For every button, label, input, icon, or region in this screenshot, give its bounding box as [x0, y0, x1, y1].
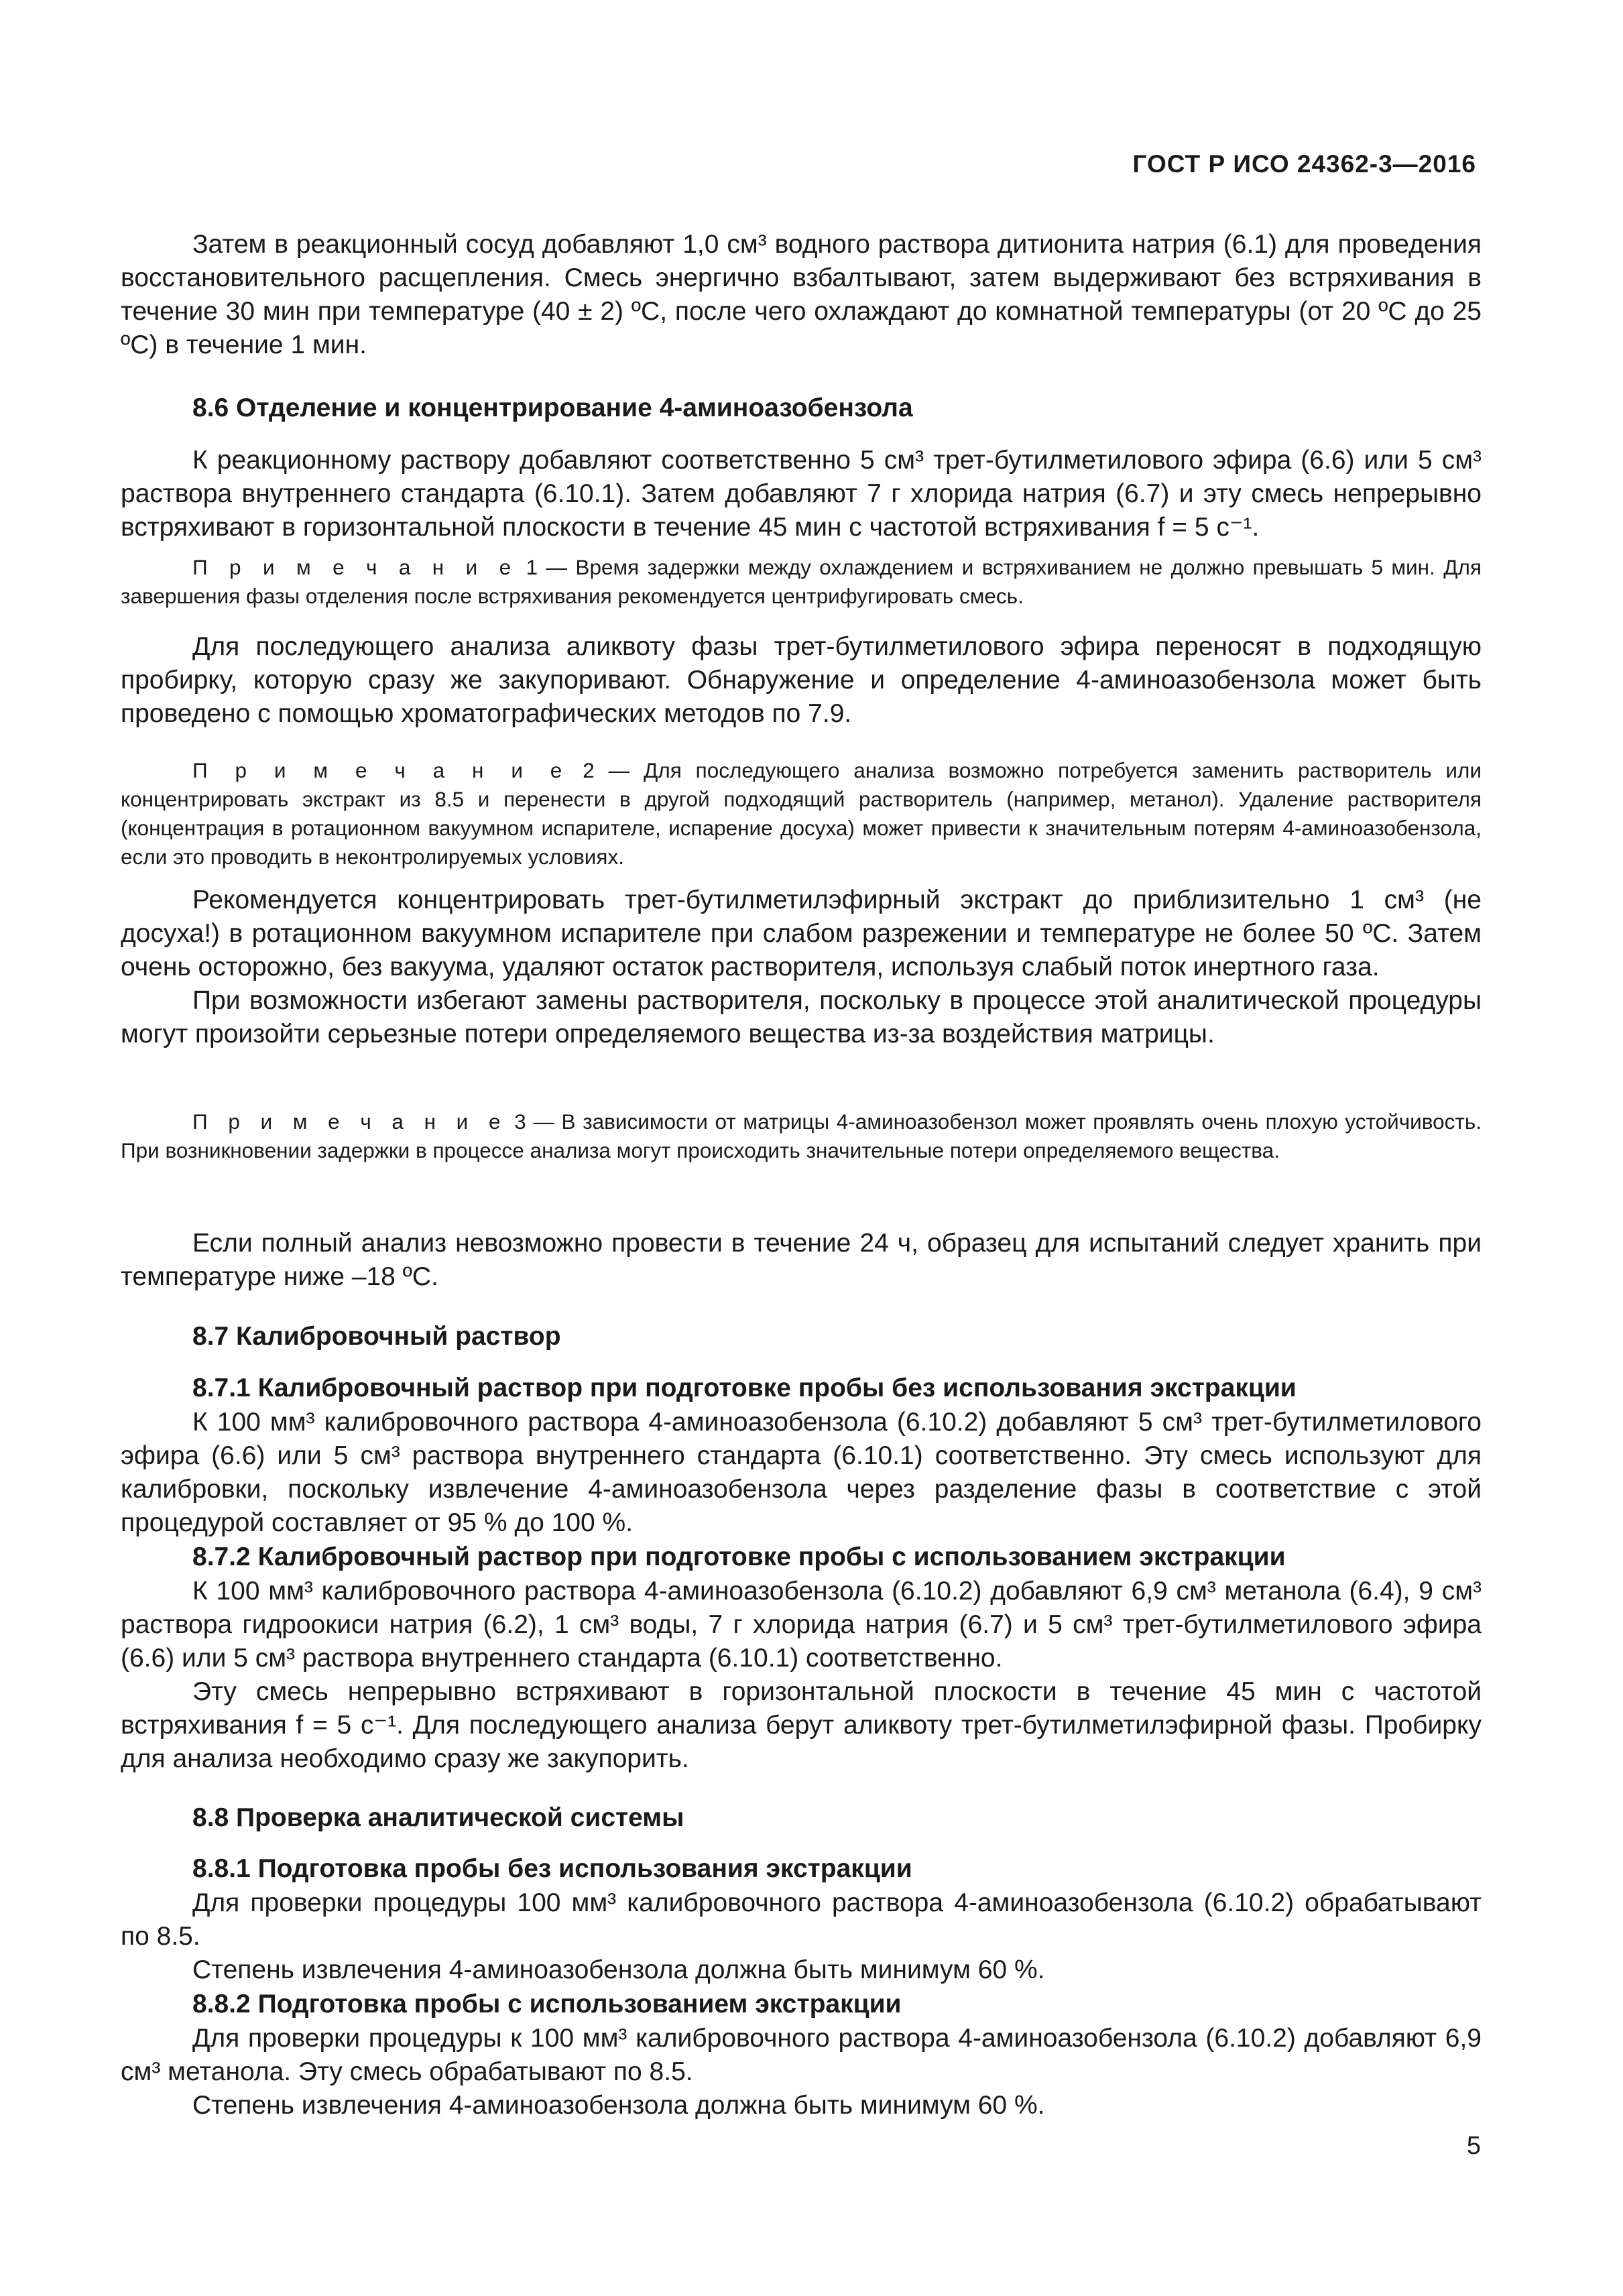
note-body: 1 — Время задержки между охлаждением и встряхиванием не должно превышать 5 мин. Для завершения фазы отделения после встряхивания рекомендуется центрифугировать смесь. — [121, 555, 1482, 608]
paragraph-storage — [121, 1227, 1482, 1294]
paragraph-text: Степень извлечения 4-аминоазобензола должна быть минимум 60 %. — [192, 2091, 1045, 2120]
note-body: 3 — В зависимости от матрицы 4-аминоазобензол может проявлять очень плохую устойчивость. При возникновении задержки в процессе анализа могут происходить значительные потери определяемого вещества. — [121, 1109, 1482, 1162]
paragraph-text: При возможности избегают замены растворителя, поскольку в процессе этой аналитической процедуры могут произойти серьезные потери определяемого вещества из-за воздействия матрицы. — [121, 986, 1482, 1048]
note-2 — [121, 756, 1482, 871]
heading-text: 8.7 Калибровочный раствор — [192, 1322, 561, 1351]
paragraph-text: К 100 мм³ калибровочного раствора 4-аминоазобензола (6.10.2) добавляют 5 см³ трет-бутилметилового эфира (6.6) или 5 см³ раствора внутреннего стандарта (6.10.1) соответственно. Эту смесь используют для калибровки, поскольку извлечение 4-аминоазобензола через разделение фазы в соответствие с этой процедурой составляет от 95 % до 100 %. — [121, 1408, 1482, 1537]
note-1 — [121, 553, 1482, 611]
paragraph-reduction — [121, 228, 1482, 362]
section-8-8-sub — [121, 1852, 1482, 2122]
note-3 — [121, 1107, 1482, 1165]
note-text — [121, 756, 1482, 871]
heading-text: 8.6 Отделение и концентрирование 4-аминоазобензола — [192, 394, 913, 422]
paragraph-text: Эту смесь непрерывно встряхивают в горизонтальной плоскости в течение 45 мин с частотой встряхивания f = 5 с⁻¹. Для последующего анализа берут аликвоту трет-бутилметилэфирной фазы. Пробирку для анализа необходимо сразу же закупорить. — [121, 1677, 1482, 1773]
section-heading-8-6 — [121, 391, 1482, 426]
note-text — [121, 1107, 1482, 1165]
page-number: 5 — [1466, 2132, 1481, 2160]
heading-text: 8.8.1 Подготовка пробы без использования экстракции — [192, 1854, 912, 1883]
document-header: ГОСТ Р ИСО 24362-3—2016 — [1132, 150, 1476, 178]
paragraph-analysis — [121, 630, 1482, 731]
section-8-7-1 — [121, 1371, 1482, 1776]
note-body: 2 — Для последующего анализа возможно потребуется заменить растворитель или концентрировать экстракт из 8.5 и перенести в другой подходящий растворитель (например, метанол). Удаление растворителя (концентрация в ротационном вакуумном испарителе, испарение досуха) может привести к значительным потерям 4-аминоазобензола, если это проводить в неконтролируемых условиях. — [121, 758, 1482, 869]
note-label: П р и м е ч а н и е — [192, 555, 518, 579]
paragraph-text: Рекомендуется концентрировать трет-бутилметилэфирный экстракт до приблизительно 1 см³ (не досуха!) в ротационном вакуумном испарителе при слабом разрежении и температуре не более 50 ºС. Затем очень осторожно, без вакуума, удаляют остаток растворителя, используя слабый поток инертного газа. — [121, 886, 1482, 981]
paragraph-text: Степень извлечения 4-аминоазобензола должна быть минимум 60 %. — [192, 1955, 1045, 1984]
heading-text: 8.7.2 Калибровочный раствор при подготовке пробы с использованием экстракции — [192, 1543, 1286, 1571]
section-heading-8-8 — [121, 1801, 1482, 1835]
section-heading-8-7 — [121, 1319, 1482, 1354]
heading-text: 8.8.2 Подготовка пробы с использованием экстракции — [192, 1990, 902, 2018]
paragraph-text: Для проверки процедуры к 100 мм³ калибровочного раствора 4-аминоазобензола (6.10.2) добавляют 6,9 см³ метанола. Эту смесь обрабатывают по 8.5. — [121, 2024, 1482, 2086]
note-label: П р и м е ч а н и е — [192, 758, 569, 782]
paragraph-concentration — [121, 884, 1482, 1051]
paragraph-text: Для последующего анализа аликвоту фазы трет-бутилметилового эфира переносят в подходящую пробирку, которую сразу же закупоривают. Обнаружение и определение 4-аминоазобензола может быть проведено с помощью хроматографических методов по 7.9. — [121, 632, 1482, 728]
paragraph-text: К 100 мм³ калибровочного раствора 4-аминоазобензола (6.10.2) добавляют 6,9 см³ метанола (6.4), 9 см³ раствора гидроокиси натрия (6.2), 1 см³ воды, 7 г хлорида натрия (6.7) и 5 см³ трет-бутилметилового эфира (6.6) или 5 см³ раствора внутреннего стандарта (6.10.1) соответственно. — [121, 1577, 1482, 1673]
note-text — [121, 553, 1482, 611]
heading-text: 8.7.1 Калибровочный раствор при подготовке пробы без использования экстракции — [192, 1374, 1297, 1402]
note-label: П р и м е ч а н и е — [192, 1109, 507, 1134]
paragraph-text: Если полный анализ невозможно провести в течение 24 ч, образец для испытаний следует хранить при температуре ниже –18 ºС. — [121, 1229, 1482, 1291]
paragraph-text: Для проверки процедуры 100 мм³ калибровочного раствора 4-аминоазобензола (6.10.2) обрабатывают по 8.5. — [121, 1888, 1482, 1951]
heading-text: 8.8 Проверка аналитической системы — [192, 1803, 684, 1832]
paragraph-text: Затем в реакционный сосуд добавляют 1,0 см³ водного раствора дитионита натрия (6.1) для проведения восстановительного расщепления. Смесь энергично взбалтывают, затем выдерживают без встряхивания в течение 30 мин при температуре (40 ± 2) ºС, после чего охлаждают до комнатной температуры (от 20 ºС до 25 ºС) в течение 1 мин. — [121, 230, 1482, 359]
paragraph-extraction — [121, 444, 1482, 544]
paragraph-text: К реакционному раствору добавляют соответственно 5 см³ трет-бутилметилового эфира (6.6) или 5 см³ раствора внутреннего стандарта (6.10.1). Затем добавляют 7 г хлорида натрия (6.7) и эту смесь непрерывно встряхивают в горизонтальной плоскости в течение 45 мин с частотой встряхивания f = 5 с⁻¹. — [121, 446, 1482, 542]
